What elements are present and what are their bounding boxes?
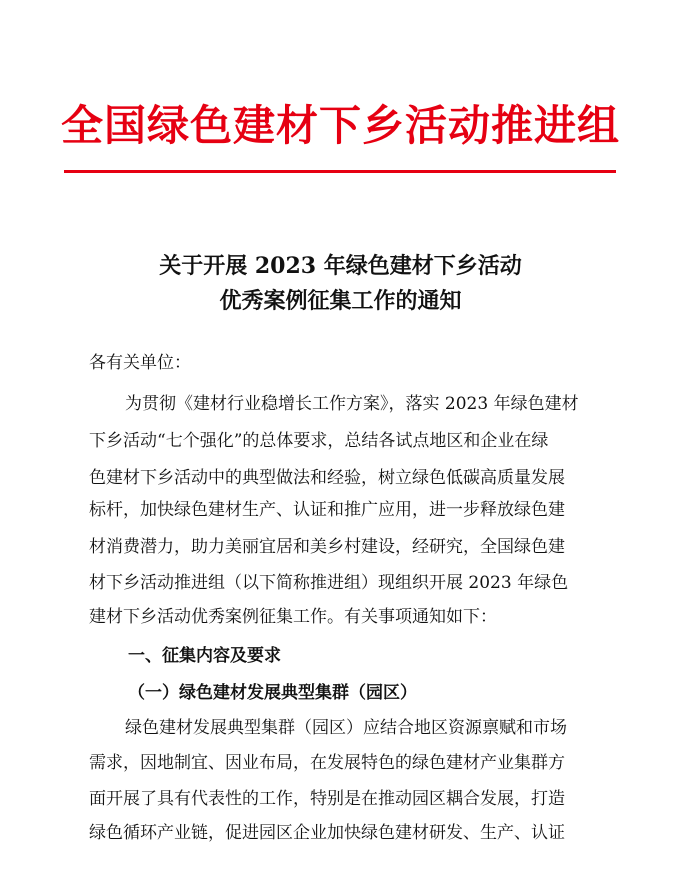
document-title-line-2: 优秀案例征集工作的通知: [219, 288, 462, 314]
paragraph-line: 下乡活动“七个强化”的总体要求，总结各试点地区和企业在绿: [89, 431, 549, 451]
document-title-line-1: 关于开展 2023 年绿色建材下乡活动: [159, 253, 522, 279]
subsection-heading-1: （一）绿色建材发展典型集群（园区）: [128, 683, 417, 703]
paragraph-line: 色建材下乡活动中的典型做法和经验，树立绿色低碳高质量发展: [89, 468, 565, 488]
paragraph-line: 绿色循环产业链，促进园区企业加快绿色建材研发、生产、认证: [89, 823, 565, 843]
red-divider-line: [64, 170, 616, 173]
section-heading-1: 一、征集内容及要求: [128, 646, 281, 666]
paragraph-line: 材下乡活动推进组（以下简称推进组）现组织开展 2023 年绿色: [89, 573, 569, 593]
paragraph-line: 面开展了具有代表性的工作，特别是在推动园区耦合发展，打造: [89, 789, 565, 809]
issuing-org-title: 全国绿色建材下乡活动推进组: [60, 101, 620, 150]
salutation: 各有关单位：: [89, 353, 191, 373]
paragraph-line: 需求，因地制宜、因业布局，在发展特色的绿色建材产业集群方: [89, 753, 565, 773]
paragraph-line: 为贯彻《建材行业稳增长工作方案》，落实 2023 年绿色建材: [125, 394, 579, 414]
paragraph-line: 标杆，加快绿色建材生产、认证和推广应用，进一步释放绿色建: [89, 500, 565, 520]
paragraph-line: 绿色建材发展典型集群（园区）应结合地区资源禀赋和市场: [125, 718, 567, 738]
paragraph-line: 建材下乡活动优秀案例征集工作。有关事项通知如下：: [89, 607, 497, 627]
paragraph-line: 材消费潜力，助力美丽宜居和美乡村建设，经研究，全国绿色建: [89, 537, 565, 557]
